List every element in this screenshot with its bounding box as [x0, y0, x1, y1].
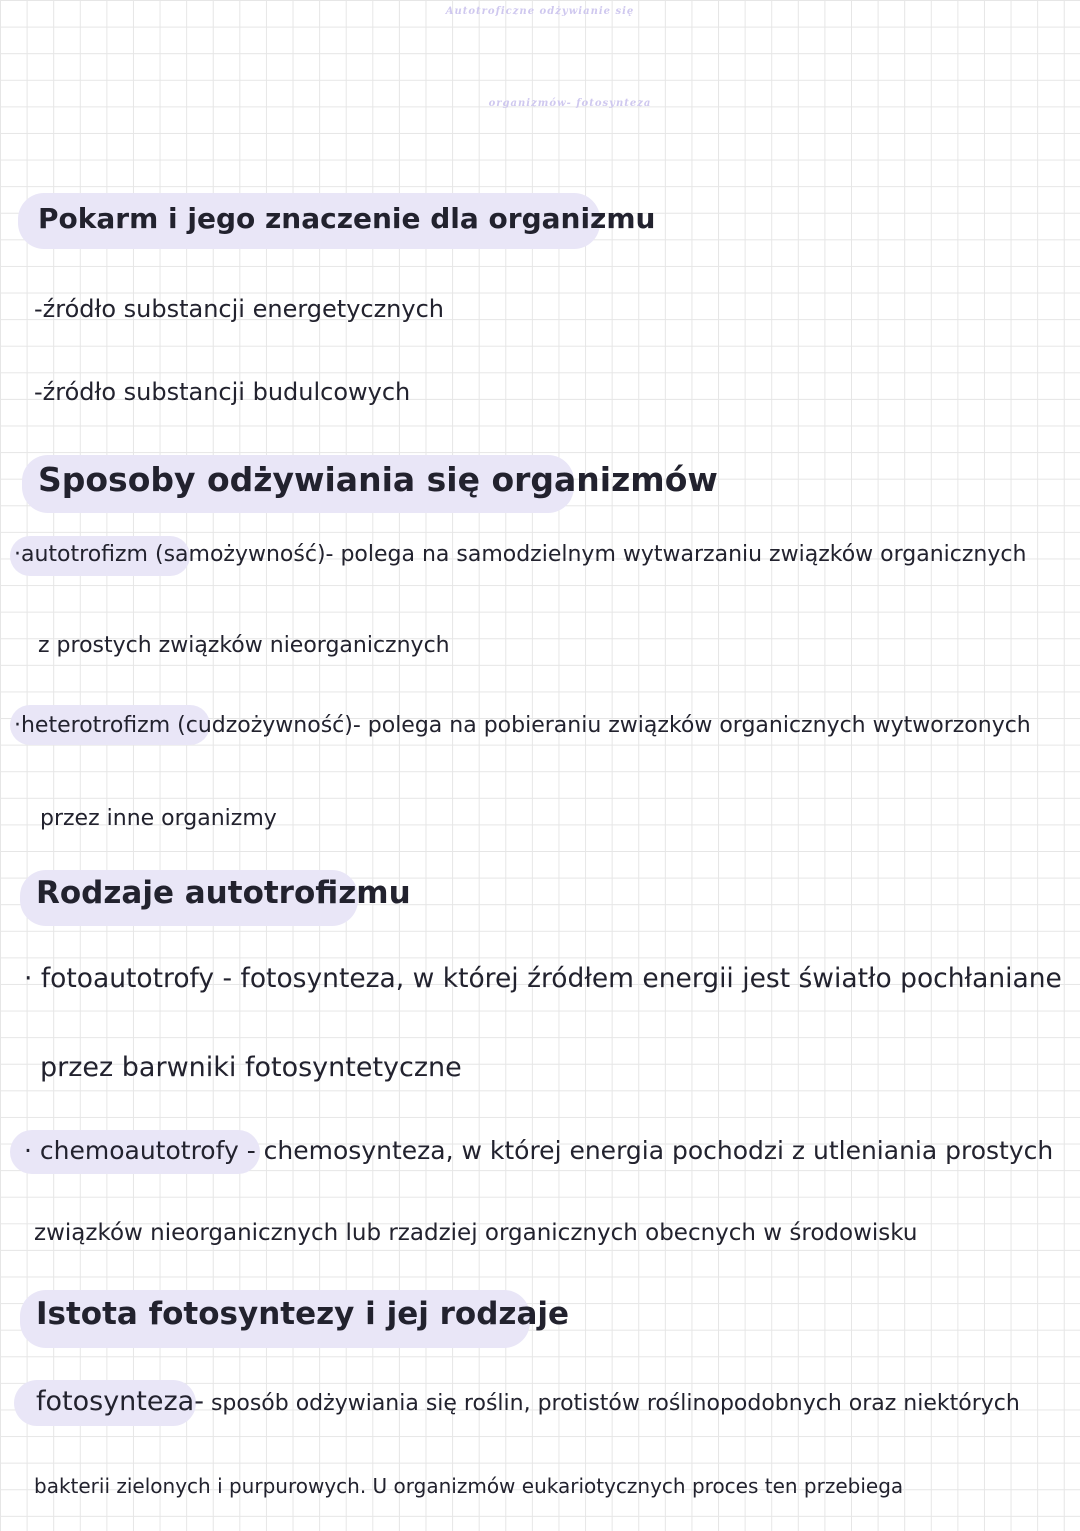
list-item: -źródło substancji energetycznych — [34, 295, 445, 323]
istota-line-2: bakterii zielonych i purpurowych. U organizmów eukariotycznych proces ten przebiega — [34, 1474, 904, 1498]
heading-istota: Istota fotosyntezy i jej rodzaje — [36, 1296, 570, 1332]
term-fotosynteza: fotosynteza- — [36, 1386, 204, 1417]
title-line-1: Autotroficzne odżywianie się — [445, 6, 635, 17]
istota-line-1 — [36, 1386, 1020, 1417]
fotoautotrofy-line-2: przez barwniki fotosyntetyczne — [40, 1052, 462, 1083]
heading-sposoby: Sposoby odżywiania się organizmów — [38, 460, 718, 499]
heterotrofizm-line-2: przez inne organizmy — [40, 806, 277, 831]
definition-text: sposób odżywiania się roślin, protistów roślinopodobnych oraz niektórych — [210, 1391, 1020, 1416]
heterotrofizm-line-1 — [14, 713, 1031, 738]
autotrofizm-line-2: z prostych związków nieorganicznych — [38, 633, 450, 658]
definition-text: (samożywność)- polega na samodzielnym wytwarzaniu związków organicznych — [155, 542, 1027, 567]
definition-text: (cudzożywność)- polega na pobieraniu związków organicznych wytworzonych — [177, 713, 1031, 738]
term-fotoautotrofy: · fotoautotrofy — [24, 963, 215, 994]
fotoautotrofy-line-1 — [24, 963, 1062, 994]
chemoautotrofy-line-2: związków nieorganicznych lub rzadziej organicznych obecnych w środowisku — [34, 1220, 918, 1246]
term-autotrofizm: ·autotrofizm — [14, 542, 148, 567]
autotrofizm-line-1 — [14, 542, 1026, 567]
term-heterotrofizm: ·heterotrofizm — [14, 713, 171, 738]
term-chemoautotrofy: · chemoautotrofy — [24, 1136, 239, 1165]
definition-text: - chemosynteza, w której energia pochodzi z utleniania prostych — [246, 1136, 1054, 1165]
heading-rodzaje: Rodzaje autotrofizmu — [36, 875, 411, 911]
heading-pokarm: Pokarm i jego znaczenie dla organizmu — [38, 202, 656, 235]
chemoautotrofy-line-1 — [24, 1136, 1053, 1165]
list-item: -źródło substancji budulcowych — [34, 378, 411, 406]
title-line-2: organizmów- fotosynteza — [488, 98, 652, 109]
definition-text: - fotosynteza, w której źródłem energii jest światło pochłaniane — [222, 963, 1062, 994]
